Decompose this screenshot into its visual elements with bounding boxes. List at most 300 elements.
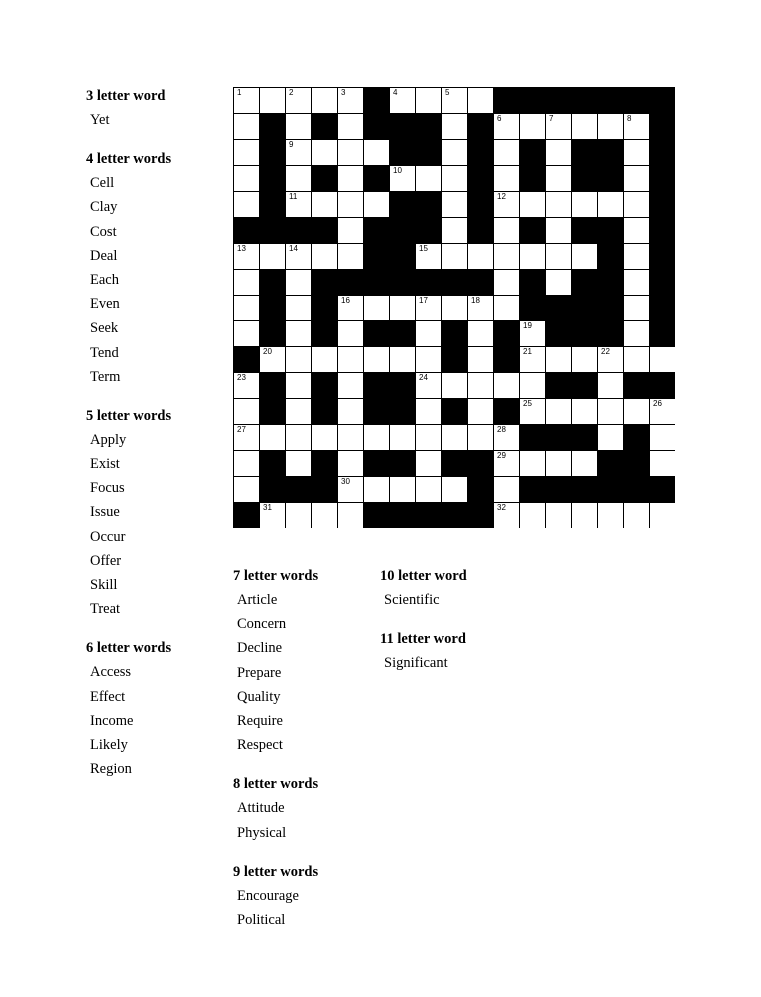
grid-block: [415, 269, 441, 295]
grid-cell[interactable]: [546, 503, 571, 528]
grid-cell[interactable]: [624, 296, 649, 321]
grid-cell[interactable]: [390, 425, 415, 450]
grid-cell[interactable]: [572, 503, 597, 528]
grid-cell[interactable]: [260, 88, 285, 113]
grid-cell[interactable]: [520, 373, 545, 398]
clue-number: 23: [237, 373, 246, 383]
grid-cell[interactable]: [624, 321, 649, 346]
word-group-title: 5 letter words: [86, 407, 172, 424]
grid-cell[interactable]: [468, 244, 493, 269]
grid-cell[interactable]: [624, 218, 649, 243]
grid-cell[interactable]: [338, 373, 363, 398]
grid-cell[interactable]: [338, 399, 363, 424]
grid-cell[interactable]: [286, 244, 311, 269]
word-group: [233, 772, 318, 844]
grid-cell[interactable]: [468, 296, 493, 321]
grid-block: [259, 139, 285, 165]
word-list-item: Seek: [90, 320, 119, 337]
grid-cell[interactable]: [442, 166, 467, 191]
grid-cell[interactable]: [338, 244, 363, 269]
word-list-item: Exist: [90, 456, 120, 473]
grid-cell[interactable]: [338, 503, 363, 528]
grid-cell[interactable]: [312, 425, 337, 450]
grid-cell[interactable]: [416, 244, 441, 269]
word-list-item: Term: [90, 368, 121, 385]
grid-cell[interactable]: [572, 399, 597, 424]
word-list-item: Respect: [237, 737, 283, 754]
grid-block: [493, 346, 519, 372]
word-group: [233, 564, 318, 757]
grid-cell[interactable]: [338, 192, 363, 217]
grid-cell[interactable]: [650, 347, 675, 372]
grid-cell[interactable]: [286, 114, 311, 139]
grid-block: [545, 320, 571, 346]
grid-cell[interactable]: [286, 296, 311, 321]
grid-cell[interactable]: [624, 347, 649, 372]
grid-block: [259, 217, 285, 243]
grid-block: [571, 320, 597, 346]
grid-block: [623, 476, 649, 502]
clue-number: 2: [289, 88, 294, 97]
grid-block: [337, 269, 363, 295]
grid-block: [519, 295, 545, 321]
grid-cell[interactable]: [442, 296, 467, 321]
clue-number: 15: [419, 243, 428, 253]
grid-cell[interactable]: [598, 503, 623, 528]
grid-block: [311, 372, 337, 398]
grid-cell[interactable]: [546, 347, 571, 372]
grid-cell[interactable]: [390, 477, 415, 502]
clue-number: 26: [653, 399, 662, 409]
grid-cell[interactable]: [494, 296, 519, 321]
grid-cell[interactable]: [416, 373, 441, 398]
grid-block: [519, 269, 545, 295]
grid-cell[interactable]: [624, 192, 649, 217]
word-list-right: [380, 564, 467, 690]
grid-cell[interactable]: [286, 166, 311, 191]
grid-block: [623, 372, 649, 398]
grid-cell[interactable]: [286, 451, 311, 476]
word-list-item: Concern: [237, 616, 287, 633]
grid-cell[interactable]: [338, 321, 363, 346]
grid-cell[interactable]: [520, 503, 545, 528]
grid-cell[interactable]: [546, 192, 571, 217]
grid-cell[interactable]: [494, 114, 519, 139]
grid-block: [623, 424, 649, 450]
grid-block: [519, 165, 545, 191]
grid-block: [389, 502, 415, 528]
clue-number: 5: [445, 88, 450, 97]
grid-block: [363, 450, 389, 476]
grid-block: [285, 217, 311, 243]
grid-cell[interactable]: [234, 114, 259, 139]
grid-cell[interactable]: [546, 218, 571, 243]
grid-cell[interactable]: [416, 321, 441, 346]
grid-block: [259, 191, 285, 217]
grid-cell[interactable]: [390, 166, 415, 191]
grid-cell[interactable]: [338, 296, 363, 321]
grid-cell[interactable]: [442, 425, 467, 450]
clue-number: 17: [419, 295, 428, 305]
grid-block: [571, 87, 597, 113]
grid-block: [545, 87, 571, 113]
grid-block: [311, 269, 337, 295]
grid-cell[interactable]: [390, 347, 415, 372]
grid-cell[interactable]: [494, 477, 519, 502]
grid-cell[interactable]: [494, 425, 519, 450]
grid-cell[interactable]: [234, 321, 259, 346]
grid-cell[interactable]: [468, 425, 493, 450]
word-list-item: Yet: [90, 112, 110, 128]
word-list-middle: [233, 564, 318, 947]
grid-cell[interactable]: [416, 88, 441, 113]
grid-block: [259, 320, 285, 346]
grid-cell[interactable]: [286, 321, 311, 346]
grid-cell[interactable]: [650, 425, 675, 450]
grid-cell[interactable]: [468, 373, 493, 398]
grid-cell[interactable]: [442, 477, 467, 502]
grid-cell[interactable]: [286, 140, 311, 165]
grid-block: [571, 139, 597, 165]
grid-cell[interactable]: [338, 347, 363, 372]
grid-cell[interactable]: [234, 166, 259, 191]
grid-block: [363, 243, 389, 269]
grid-cell[interactable]: [286, 347, 311, 372]
grid-cell[interactable]: [442, 218, 467, 243]
word-list-item: Decline: [237, 640, 283, 657]
grid-cell[interactable]: [338, 114, 363, 139]
word-group-title: 3 letter word: [86, 88, 166, 104]
grid-cell[interactable]: [624, 270, 649, 295]
grid-block: [649, 243, 675, 269]
grid-cell[interactable]: [260, 425, 285, 450]
grid-block: [493, 398, 519, 424]
word-group: [86, 636, 171, 781]
grid-cell[interactable]: [546, 166, 571, 191]
word-group-title: 6 letter words: [86, 640, 172, 657]
grid-cell[interactable]: [520, 451, 545, 476]
word-group-title: 11 letter word: [380, 631, 466, 648]
grid-block: [441, 502, 467, 528]
grid-cell[interactable]: [442, 192, 467, 217]
grid-cell[interactable]: [520, 347, 545, 372]
grid-cell[interactable]: [338, 425, 363, 450]
grid-cell[interactable]: [546, 451, 571, 476]
word-list-item: Clay: [90, 199, 118, 216]
grid-block: [467, 191, 493, 217]
grid-cell[interactable]: [286, 88, 311, 113]
word-list-item: Encourage: [237, 887, 299, 904]
grid-cell[interactable]: [234, 140, 259, 165]
grid-cell[interactable]: [650, 451, 675, 476]
grid-cell[interactable]: [338, 218, 363, 243]
grid-cell[interactable]: [598, 114, 623, 139]
grid-block: [441, 398, 467, 424]
grid-cell[interactable]: [624, 244, 649, 269]
grid-block: [649, 295, 675, 321]
grid-block: [233, 346, 259, 372]
word-group: [86, 147, 171, 389]
grid-cell[interactable]: [598, 373, 623, 398]
grid-cell[interactable]: [572, 244, 597, 269]
grid-block: [363, 372, 389, 398]
grid-cell[interactable]: [650, 503, 675, 528]
grid-block: [259, 450, 285, 476]
grid-cell[interactable]: [234, 373, 259, 398]
grid-cell[interactable]: [364, 296, 389, 321]
word-group: [86, 404, 171, 622]
grid-block: [389, 139, 415, 165]
grid-cell[interactable]: [364, 140, 389, 165]
grid-block: [545, 372, 571, 398]
grid-cell[interactable]: [572, 451, 597, 476]
clue-number: 24: [419, 373, 428, 383]
grid-cell[interactable]: [598, 399, 623, 424]
grid-cell[interactable]: [416, 296, 441, 321]
grid-block: [649, 217, 675, 243]
word-list-item: Effect: [90, 688, 126, 705]
grid-block: [363, 165, 389, 191]
clue-number: 27: [237, 425, 246, 435]
clue-number: 4: [393, 88, 398, 97]
grid-block: [285, 476, 311, 502]
grid-cell[interactable]: [624, 399, 649, 424]
grid-cell[interactable]: [286, 373, 311, 398]
grid-block: [233, 217, 259, 243]
grid-cell[interactable]: [468, 399, 493, 424]
word-list-item: Each: [90, 271, 119, 288]
grid-cell[interactable]: [338, 88, 363, 113]
clue-number: 32: [497, 503, 506, 513]
grid-cell[interactable]: [416, 425, 441, 450]
grid-cell[interactable]: [312, 88, 337, 113]
grid-cell[interactable]: [442, 114, 467, 139]
word-list-item: Physical: [237, 824, 287, 841]
grid-cell[interactable]: [312, 140, 337, 165]
word-list-item: Significant: [384, 655, 448, 672]
grid-cell[interactable]: [598, 347, 623, 372]
word-list-item: Tend: [90, 344, 119, 361]
grid-cell[interactable]: [364, 347, 389, 372]
grid-cell[interactable]: [546, 399, 571, 424]
grid-cell[interactable]: [338, 477, 363, 502]
grid-block: [571, 269, 597, 295]
grid-block: [649, 372, 675, 398]
grid-block: [415, 113, 441, 139]
grid-cell[interactable]: [442, 373, 467, 398]
clue-number: 10: [393, 165, 402, 175]
grid-cell[interactable]: [260, 347, 285, 372]
grid-cell[interactable]: [234, 88, 259, 113]
grid-cell[interactable]: [494, 218, 519, 243]
grid-cell[interactable]: [312, 192, 337, 217]
grid-cell[interactable]: [546, 244, 571, 269]
word-list-item: Cell: [90, 175, 115, 192]
grid-cell[interactable]: [624, 140, 649, 165]
grid-cell[interactable]: [286, 425, 311, 450]
clue-number: 25: [523, 399, 532, 409]
grid-cell[interactable]: [234, 270, 259, 295]
grid-block: [597, 165, 623, 191]
grid-block: [311, 165, 337, 191]
word-list-item: Occur: [90, 528, 126, 545]
grid-block: [649, 139, 675, 165]
grid-cell[interactable]: [364, 192, 389, 217]
grid-block: [415, 502, 441, 528]
grid-cell[interactable]: [312, 244, 337, 269]
grid-cell[interactable]: [572, 347, 597, 372]
grid-cell[interactable]: [494, 244, 519, 269]
grid-cell[interactable]: [650, 399, 675, 424]
grid-cell[interactable]: [338, 140, 363, 165]
grid-cell[interactable]: [572, 114, 597, 139]
grid-block: [389, 450, 415, 476]
grid-block: [363, 217, 389, 243]
grid-block: [493, 320, 519, 346]
grid-cell[interactable]: [494, 451, 519, 476]
grid-block: [363, 87, 389, 113]
grid-cell[interactable]: [624, 503, 649, 528]
grid-cell[interactable]: [416, 347, 441, 372]
word-list-item: Deal: [90, 247, 118, 264]
grid-cell[interactable]: [520, 244, 545, 269]
grid-cell[interactable]: [260, 244, 285, 269]
grid-block: [389, 372, 415, 398]
grid-cell[interactable]: [494, 270, 519, 295]
grid-block: [441, 320, 467, 346]
grid-cell[interactable]: [416, 451, 441, 476]
clue-number: 9: [289, 139, 294, 149]
grid-block: [597, 476, 623, 502]
grid-cell[interactable]: [494, 166, 519, 191]
grid-cell[interactable]: [520, 114, 545, 139]
word-list-item: Access: [90, 664, 132, 681]
crossword-grid: [233, 87, 675, 528]
grid-cell[interactable]: [416, 399, 441, 424]
grid-cell[interactable]: [468, 321, 493, 346]
grid-block: [259, 372, 285, 398]
grid-block: [649, 476, 675, 502]
grid-cell[interactable]: [416, 477, 441, 502]
word-list-item: Likely: [90, 736, 128, 753]
grid-cell[interactable]: [624, 114, 649, 139]
grid-cell[interactable]: [442, 244, 467, 269]
grid-cell[interactable]: [260, 503, 285, 528]
grid-cell[interactable]: [624, 166, 649, 191]
grid-cell[interactable]: [468, 347, 493, 372]
word-list-item: Treat: [90, 601, 121, 618]
grid-block: [623, 450, 649, 476]
grid-cell[interactable]: [234, 192, 259, 217]
grid-cell[interactable]: [286, 270, 311, 295]
grid-cell[interactable]: [494, 140, 519, 165]
grid-cell[interactable]: [494, 373, 519, 398]
grid-block: [363, 269, 389, 295]
grid-block: [311, 217, 337, 243]
grid-cell[interactable]: [286, 192, 311, 217]
word-list-item: Focus: [90, 480, 125, 497]
word-group: [233, 860, 318, 932]
clue-number: 11: [289, 191, 298, 201]
clue-number: 30: [341, 477, 350, 487]
grid-block: [389, 217, 415, 243]
grid-cell[interactable]: [546, 270, 571, 295]
grid-cell[interactable]: [598, 192, 623, 217]
clue-number: 7: [549, 113, 554, 123]
grid-cell[interactable]: [234, 451, 259, 476]
grid-cell[interactable]: [468, 88, 493, 113]
grid-cell[interactable]: [234, 399, 259, 424]
grid-block: [389, 320, 415, 346]
word-list-item: Political: [237, 911, 286, 928]
grid-block: [467, 450, 493, 476]
grid-block: [519, 87, 545, 113]
grid-block: [597, 269, 623, 295]
grid-block: [233, 502, 259, 528]
grid-cell[interactable]: [520, 321, 545, 346]
grid-block: [597, 87, 623, 113]
word-group: [86, 84, 171, 132]
grid-cell[interactable]: [520, 192, 545, 217]
grid-block: [259, 269, 285, 295]
grid-block: [467, 139, 493, 165]
grid-cell[interactable]: [234, 244, 259, 269]
word-group-title: 9 letter words: [233, 863, 319, 880]
grid-cell[interactable]: [364, 425, 389, 450]
grid-cell[interactable]: [234, 425, 259, 450]
grid-cell[interactable]: [312, 503, 337, 528]
grid-cell[interactable]: [364, 477, 389, 502]
grid-block: [467, 476, 493, 502]
grid-cell[interactable]: [416, 166, 441, 191]
grid-cell[interactable]: [286, 503, 311, 528]
grid-block: [259, 295, 285, 321]
word-list-item: Even: [90, 296, 120, 313]
grid-cell[interactable]: [286, 399, 311, 424]
word-list-item: Article: [237, 592, 278, 608]
clue-number: 20: [263, 347, 272, 357]
grid-cell[interactable]: [494, 192, 519, 217]
word-group-title: 7 letter words: [233, 568, 319, 584]
grid-block: [363, 398, 389, 424]
grid-cell[interactable]: [598, 425, 623, 450]
grid-cell[interactable]: [520, 399, 545, 424]
word-list-item: Income: [90, 712, 134, 729]
grid-cell[interactable]: [572, 192, 597, 217]
grid-cell[interactable]: [546, 114, 571, 139]
grid-block: [649, 320, 675, 346]
grid-cell[interactable]: [234, 296, 259, 321]
clue-number: 3: [341, 88, 346, 97]
clue-number: 13: [237, 243, 246, 253]
grid-cell[interactable]: [312, 347, 337, 372]
grid-cell[interactable]: [234, 477, 259, 502]
grid-cell[interactable]: [494, 503, 519, 528]
grid-cell[interactable]: [338, 166, 363, 191]
grid-block: [545, 295, 571, 321]
grid-cell[interactable]: [546, 140, 571, 165]
grid-cell[interactable]: [390, 296, 415, 321]
grid-block: [389, 398, 415, 424]
grid-cell[interactable]: [390, 88, 415, 113]
grid-cell[interactable]: [442, 88, 467, 113]
grid-block: [597, 295, 623, 321]
grid-block: [649, 191, 675, 217]
grid-cell[interactable]: [338, 451, 363, 476]
grid-block: [571, 476, 597, 502]
grid-cell[interactable]: [442, 140, 467, 165]
grid-block: [597, 217, 623, 243]
